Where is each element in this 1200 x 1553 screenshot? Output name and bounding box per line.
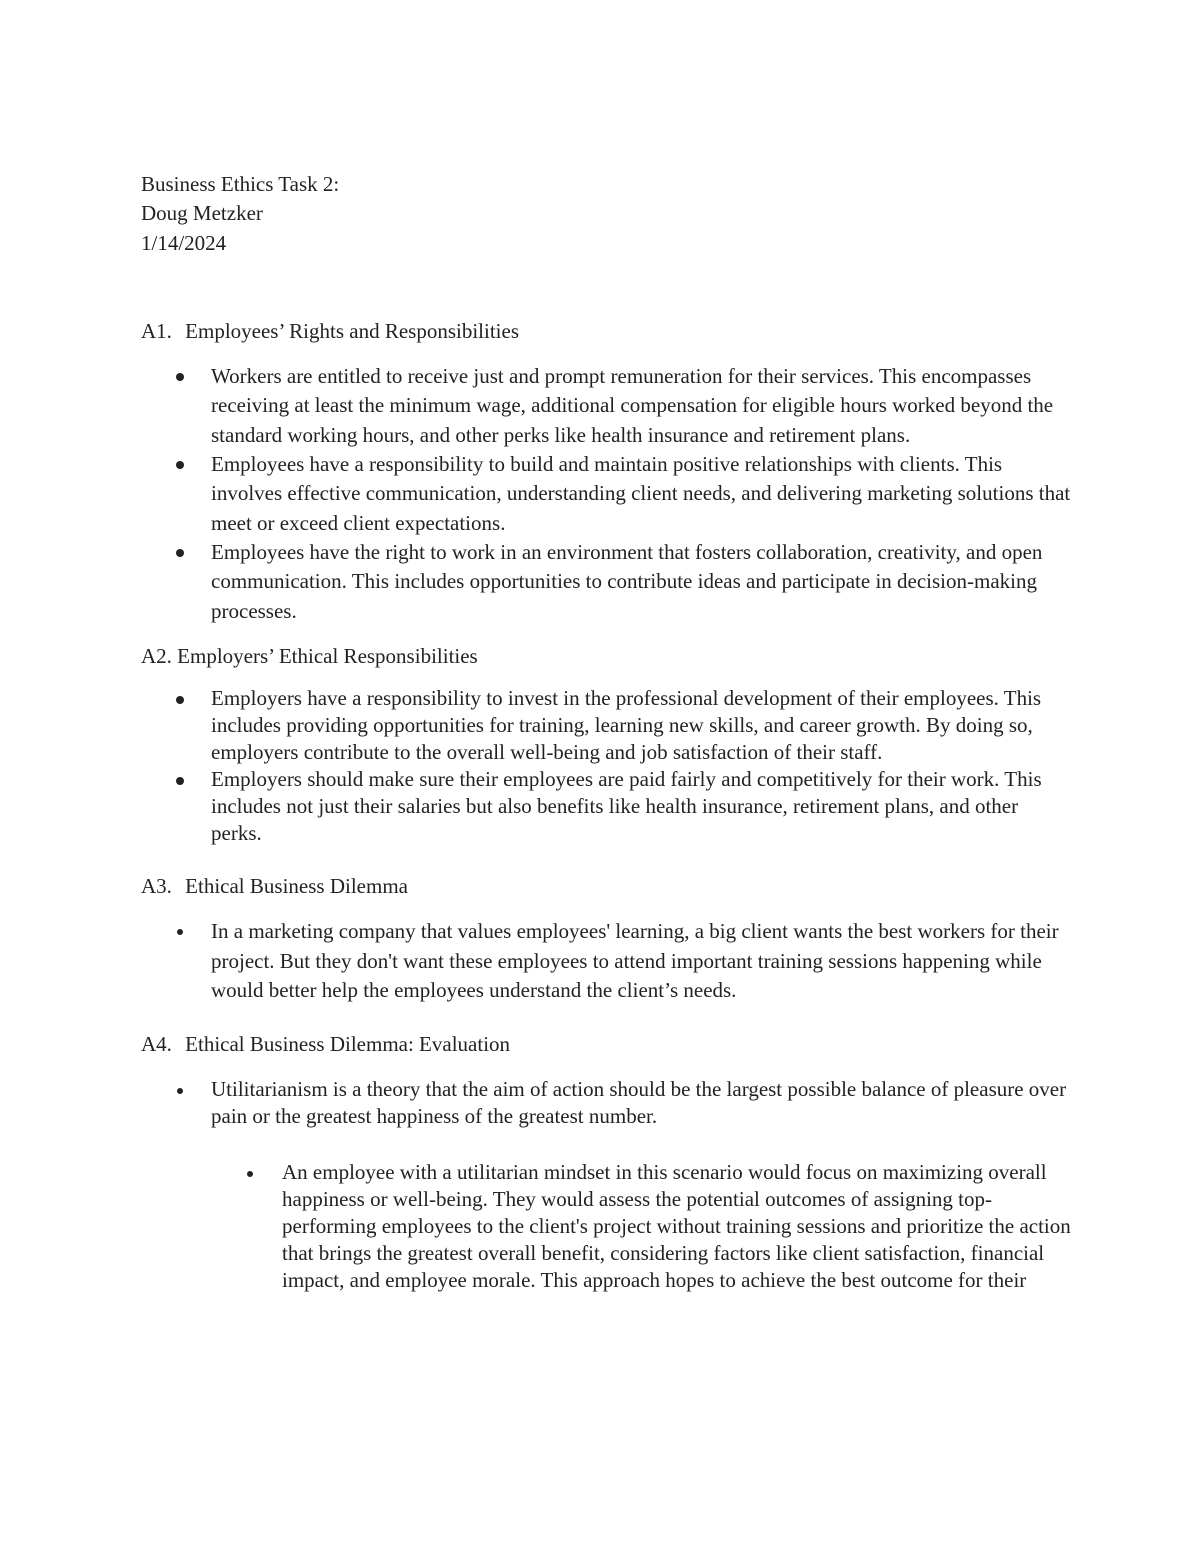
section-heading xyxy=(141,317,1071,346)
section-title: Employees’ Rights and Responsibilities xyxy=(185,318,520,343)
section-a4 xyxy=(141,1030,1071,1293)
document-body xyxy=(141,170,1071,1294)
bullet-list xyxy=(141,1076,1071,1130)
nested-bullet-list xyxy=(141,1159,1071,1294)
document-title: Business Ethics Task 2: xyxy=(141,172,340,196)
section-number: A1. xyxy=(141,318,172,343)
list-item: Employers should make sure their employees are paid fairly and competitively for their work. This includes not just their salaries but also benefits like health insurance, retirement plans, and other perks. xyxy=(141,766,1071,847)
document-author: Doug Metzker xyxy=(141,201,263,226)
list-item: Utilitarianism is a theory that the aim of action should be the largest possible balance of pleasure over pain or the greatest happiness of the greatest number. xyxy=(141,1076,1071,1130)
bullet-list xyxy=(141,917,1071,1005)
section-a1 xyxy=(141,317,1071,626)
section-number: A3. xyxy=(141,874,172,899)
section-number: A2. xyxy=(141,643,172,668)
section-title: Employers’ Ethical Responsibilities xyxy=(177,643,478,668)
list-item: Employees have a responsibility to build and maintain positive relationships with clients. This involves effective communication, understanding client needs, and delivering marketing solutions that meet or exceed client expectations. xyxy=(141,450,1071,538)
section-heading xyxy=(141,642,1071,671)
bullet-list xyxy=(141,362,1071,626)
document-date: 1/14/2024 xyxy=(141,230,227,255)
list-item: An employee with a utilitarian mindset in this scenario would focus on maximizing overall happiness or well-being. They would assess the potential outcomes of assigning top-performing employees to the client's project without training sessions and prioritize the action that brings the greatest overall benefit, considering factors like client satisfaction, financial impact, and employee morale. This approach hopes to achieve the best outcome for their xyxy=(141,1159,1071,1294)
section-title: Ethical Business Dilemma: Evaluation xyxy=(185,1032,511,1057)
section-a2 xyxy=(141,642,1071,847)
list-item: In a marketing company that values employees' learning, a big client wants the best workers for their project. But they don't want these employees to attend important training sessions happening while would better help the employees understand the client’s needs. xyxy=(141,917,1071,1005)
list-item: Employees have the right to work in an environment that fosters collaboration, creativity, and open communication. This includes opportunities to contribute ideas and participate in decision-making processes. xyxy=(141,538,1071,626)
bullet-list xyxy=(141,685,1071,847)
section-heading xyxy=(141,872,1071,901)
list-item: Employers have a responsibility to invest in the professional development of their employees. This includes providing opportunities for training, learning new skills, and career growth. By doing so, employers contribute to the overall well-being and job satisfaction of their staff. xyxy=(141,685,1071,766)
section-heading xyxy=(141,1030,1071,1059)
section-a3 xyxy=(141,872,1071,1005)
section-title: Ethical Business Dilemma xyxy=(185,874,408,899)
list-item: Workers are entitled to receive just and prompt remuneration for their services. This encompasses receiving at least the minimum wage, additional compensation for eligible hours worked beyond the standard working hours, and other perks like health insurance and retirement plans. xyxy=(141,362,1071,450)
document-header xyxy=(141,170,1071,258)
section-number: A4. xyxy=(141,1032,172,1057)
